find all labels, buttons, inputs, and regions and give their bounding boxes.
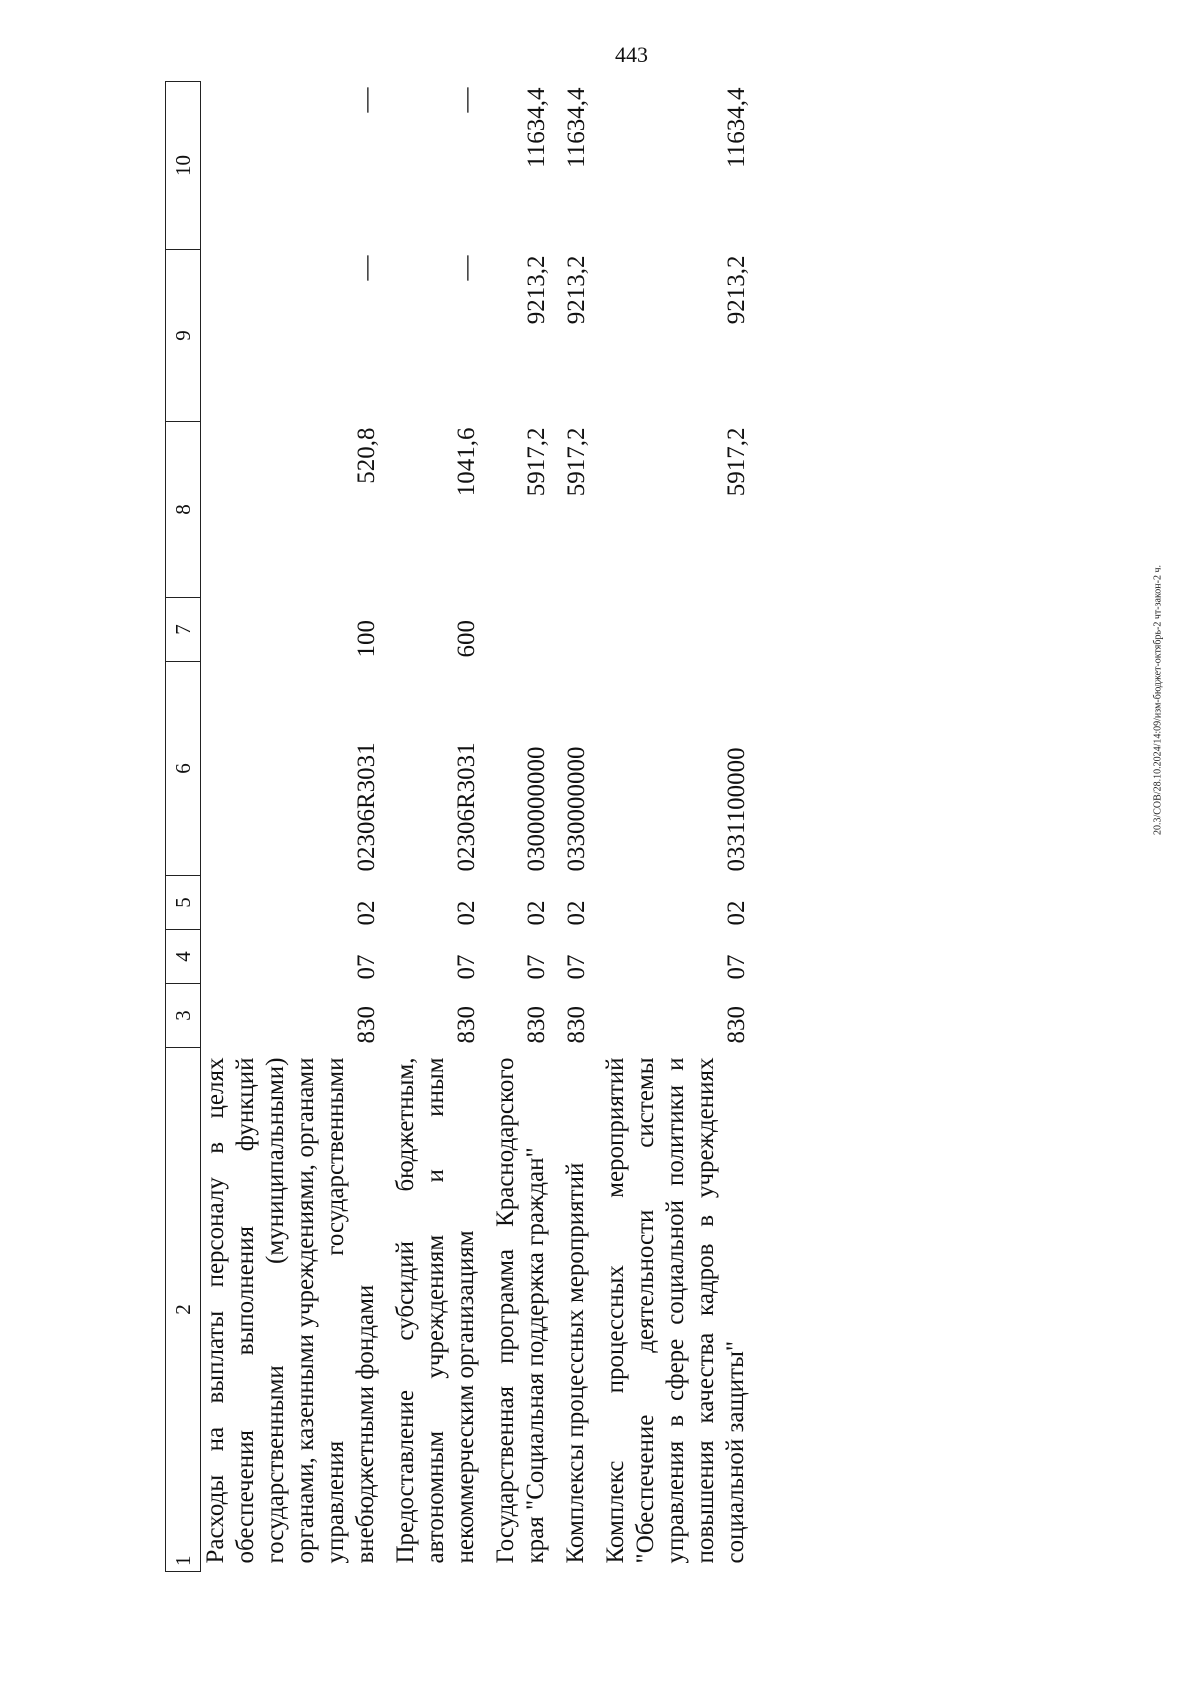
table-row — [561, 82, 591, 1572]
column-header-1: 1 — [171, 1555, 195, 1566]
cell-c7: 100 — [353, 620, 380, 658]
cell-c3: 830 — [523, 1006, 550, 1044]
cell-c8: 1041,6 — [453, 427, 480, 497]
side-note: 20.3/СОВ/28.10.2024/14:09/изм-бюджет-октябрь-2 чт-закон-2 ч. — [1152, 564, 1164, 836]
column-header-4: 4 — [166, 930, 201, 984]
cell-c5: 02 — [563, 900, 590, 926]
budget-table — [165, 81, 751, 1572]
cell-c8: 520,8 — [353, 427, 380, 484]
table-row — [201, 82, 382, 1572]
cell-c5: 02 — [723, 900, 750, 926]
cell-c3: 830 — [563, 1006, 590, 1044]
cell-c9: — — [353, 255, 380, 281]
row-description: Комплексы процессных мероприятий — [562, 1162, 589, 1564]
table-row — [491, 82, 551, 1572]
cell-c3: 830 — [453, 1006, 480, 1044]
cell-c4: 07 — [523, 954, 550, 980]
cell-c8: 5917,2 — [563, 427, 590, 497]
cell-c7 — [491, 598, 551, 662]
cell-c4: 07 — [353, 954, 380, 980]
cell-c10: 11634,4 — [723, 87, 750, 168]
cell-c7 — [561, 598, 591, 662]
cell-c7: 600 — [453, 620, 480, 658]
cell-c6: 02306R3031 — [453, 742, 480, 872]
column-header-9: 9 — [166, 250, 201, 422]
column-header-7: 7 — [166, 598, 201, 662]
table-row — [391, 82, 481, 1572]
cell-c7 — [601, 598, 751, 662]
cell-c6: 0331100000 — [723, 747, 750, 872]
cell-c10: 11634,4 — [563, 87, 590, 168]
cell-c5: 02 — [353, 900, 380, 926]
cell-c10: — — [353, 87, 380, 113]
row-description: Комплекс процессных мероприятий "Обеспечение деятельности системы управления в сфере социальной политики и повышения качества кадров в учреждениях социальной защиты" — [602, 1057, 749, 1564]
cell-c10: 11634,4 — [523, 87, 550, 168]
cell-c6: 0300000000 — [523, 746, 550, 872]
page-number: 443 — [615, 42, 648, 67]
table-row — [601, 82, 751, 1572]
column-header-3: 3 — [166, 984, 201, 1048]
table-header-row — [166, 82, 201, 1572]
cell-c4: 07 — [453, 954, 480, 980]
cell-c9: 9213,2 — [523, 255, 550, 325]
column-header-10: 10 — [166, 82, 201, 250]
column-header-5: 5 — [166, 876, 201, 930]
cell-c5: 02 — [523, 900, 550, 926]
column-header-6: 6 — [166, 662, 201, 876]
cell-c6: 0330000000 — [563, 746, 590, 872]
cell-c9: 9213,2 — [563, 255, 590, 325]
cell-c4: 07 — [723, 954, 750, 980]
row-description: Государственная программа Краснодарского края "Социальная поддержка граждан" — [492, 1057, 549, 1564]
cell-c6: 02306R3031 — [353, 742, 380, 872]
cell-c8: 5917,2 — [723, 427, 750, 497]
cell-c10: — — [453, 87, 480, 113]
row-description: Предоставление субсидий бюджетным, автономным учреждениям и иным некоммерческим организациям — [392, 1057, 479, 1564]
column-header-2: 2 — [170, 1304, 195, 1315]
row-description: Расходы на выплаты персоналу в целях обеспечения выполнения функций государственными (муниципальными) органами, казенными учреждениями, органами управления государственными внебюджетными фондами — [202, 1057, 379, 1564]
rotated-page-content — [165, 82, 1085, 1572]
cell-c5: 02 — [453, 900, 480, 926]
cell-c8: 5917,2 — [523, 427, 550, 497]
cell-c4: 07 — [563, 954, 590, 980]
cell-c9: — — [453, 255, 480, 281]
cell-c3: 830 — [723, 1006, 750, 1044]
column-header-8: 8 — [166, 422, 201, 598]
column-header — [166, 1048, 201, 1572]
cell-c9: 9213,2 — [723, 255, 750, 325]
cell-c3: 830 — [353, 1006, 380, 1044]
